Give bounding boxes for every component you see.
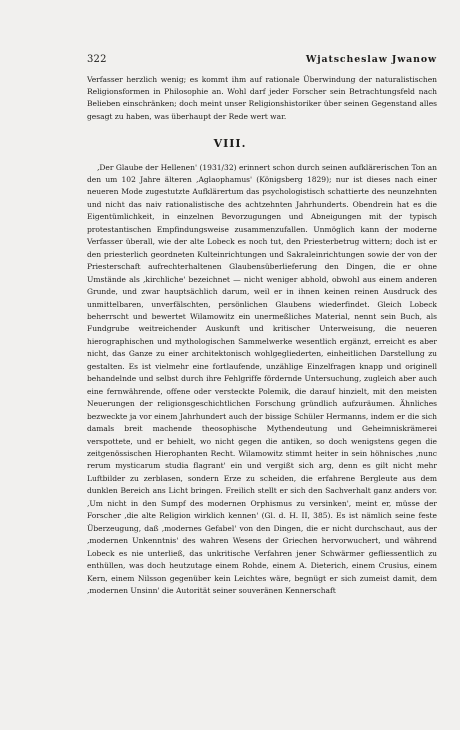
body-paragraph: ‚Der Glaube der Hellenen' (1931/32) erinnert schon durch seinen aufklärerischen Ton an den um 102 Jahre älteren ‚Aglaophamus' (Königsberg 1829); nur ist dieses nach einer neueren Mode zugestutzte Aufklärertum das psychologistisch schattierte des neunzehnten und nicht das naiv rationalistische des achtzehnten Jahrhunderts. Obendrein hat es die Eigentümlichkeit, in einzelnen Bevorzugungen und Abneigungen mit der typisch protestantischen Empfindungsweise zusammenzufallen. Unmöglich kann der moderne Verfasser überall, wie der alte Lobeck es noch tut, den Priesterbetrug wittern; doch ist er den priesterlich geordneten Kulteinrichtungen und Sakraleinrichtungen sowie der von der Priesterschaft aufrechterhaltenen Glaubensüberlieferung den Dingen, die er ohne Umstände als ‚kirchliche' bezeichnet — nicht weniger abhold, obwohl aus einem anderen Grunde, und zwar hauptsächlich darum, weil er in ihnen keinen reinen Ausdruck des unmittelbaren, unverfälschten, persönlichen Glaubens wiederfindet. Gleich Lobeck beherrscht und bewertet Wilamowitz ein unermeßliches Material, nennt sein Buch, als Fundgrube weitreichender Auskunft und kritischer Unterweisung, die neueren hierographischen und mythologischen Sammelwerke wesentlich ergänzt, erreicht es aber nicht, das Ganze zu einer architektonisch wohlgegliederten, einheitlichen Darstellung zu gestalten. Es ist vielmehr eine fortlaufende, unzählige Einzelfragen knapp und originell behandelnde und selbst durch ihre Fehlgriffe fördernde Untersuchung, zugleich aber auch eine fernwährende, offene oder versteckte Polemik, die darauf hinzielt, mit den meisten Neuerungen der religionsgeschichtlichen Forschung gründlich aufzuräumen. Ähnliches bezweckte ja vor einem Jahrhundert auch der bissige Schüler Hermanns, indem er die sich damals breit machende theosophische Mythendeutung und Geheimniskrämerei verspottete, und er behielt, wo nicht gegen die antiken, so doch wenigstens gegen die zeitgenössischen Hierophanten Recht. Wilamowitz stimmt heiter in sein höhnisches ‚nunc rerum mysticarum studia flagrant' ein und vergißt sich arg, denn es gilt nicht mehr Luftbilder zu zerblasen, sondern Erze zu scheiden, die erfahrene Bergleute aus dem dunklen Bereich ans Licht bringen. Freilich stellt er sich den Sachverhalt ganz anders vor. ‚Um nicht in den Sumpf des modernen Orphismus zu versinken', meint er, müsse der Forscher ‚die alte Religion wirklich kennen' (Gl. d. H. II, 385). Es ist nämlich seine feste Überzeugung, daß ‚modernes Gefabel' von den Dingen, die er nicht durchschaut, aus der ‚modernen Unkenntnis' des wahren Wesens der Griechen hervorwuchert, und während Lobeck es nie unterließ, das unkritische Verfahren jener Schwärmer gefliessentlich zu enthüllen, was doch heutzutage einem Rohde, einem A. Dieterich, einem Crusius, einem Kern, einem Nilsson gegenüber kein Leichtes wäre, begnügt er sich zumeist damit, dem ‚modernen Unsinn' die Autorität seiner souveränen Kennerschaft bbox=[87, 162, 437, 595]
section-heading: VIII. bbox=[213, 137, 247, 150]
continuation-paragraph: Verfasser herzlich wenig; es kommt ihm auf rationale Überwindung der naturalistischen Religionsformen in Philosophie an. Wohl darf jeder Forscher sein Betrachtungsfeld nach Belieben einschränken; doch meint unser Religionshistoriker über seinen Gegenstand alles gesagt zu haben, was überhaupt der Rede wert war. bbox=[87, 74, 437, 121]
page-header bbox=[87, 54, 437, 68]
page-number: 322 bbox=[87, 54, 107, 65]
running-head: Wjatscheslaw Jwanow bbox=[305, 54, 437, 65]
